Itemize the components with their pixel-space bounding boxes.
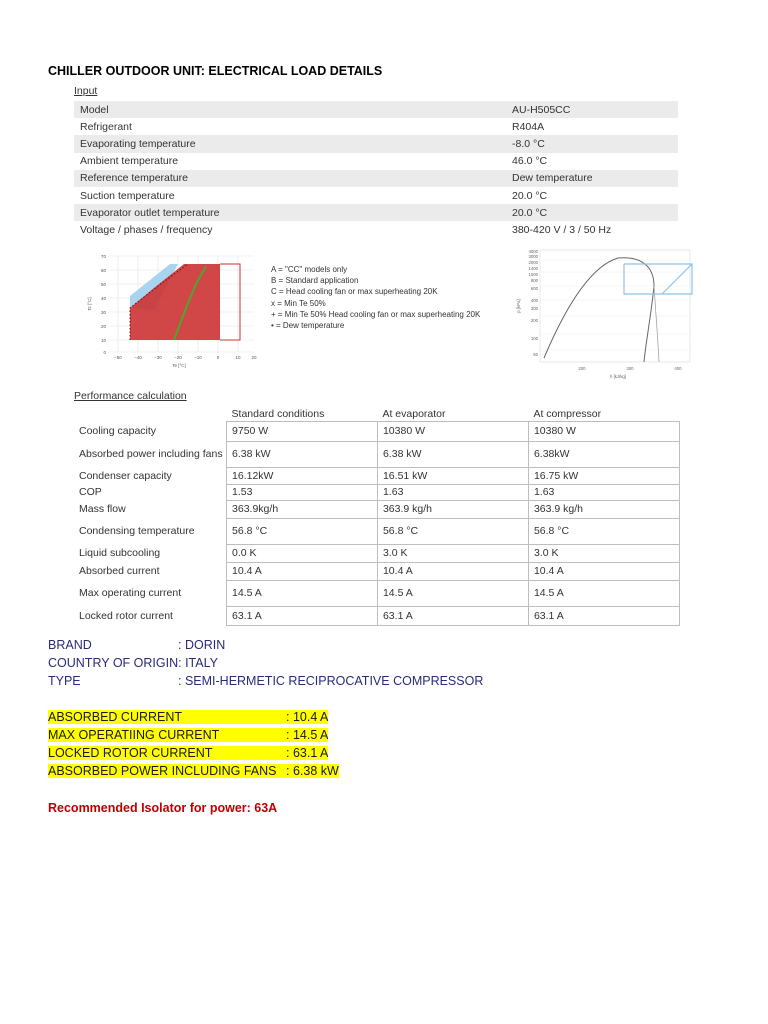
x-tick-label: −10 [194,355,202,360]
column-header: Standard conditions [231,408,325,420]
table-row [74,501,680,519]
input-row [74,135,678,152]
country-line [48,656,218,670]
input-value: 380-420 V / 3 / 50 Hz [512,223,612,236]
compression-line [662,264,692,294]
table-cell: 1.63 [377,485,528,501]
envelope-region-c [220,264,240,340]
table-cell: 63.1 A [528,607,679,626]
y-tick-label: 70 [100,254,106,259]
row-label: Liquid subcooling [79,547,161,560]
x-tick-label: 10 [235,355,241,360]
input-row [74,118,678,135]
table-cell: 6.38 kW [377,442,528,468]
table-cell: 9750 W [227,422,378,442]
operating-envelope-chart [84,248,264,374]
table-cell: 10.4 A [377,563,528,581]
legend-item: C = Head cooling fan or max superheating 20K [271,287,438,297]
table-cell: 56.8 °C [377,519,528,545]
highlight-absorbed-current [48,710,328,724]
y-tick-label: 30 [100,310,106,315]
column-header: At evaporator [382,408,446,420]
input-value: 46.0 °C [512,155,548,168]
brand-key: BRAND [48,638,92,652]
y-tick-label: 800 [530,278,538,283]
performance-heading: Performance calculation [74,390,187,402]
table-cell: 10.4 A [227,563,378,581]
table-cell: 3.0 K [377,545,528,563]
table-row [74,563,680,581]
table-cell: 16.51 kW [377,468,528,485]
input-label: Evaporator outlet temperature [74,204,506,221]
highlight-key: MAX OPERATIING CURRENT [48,728,220,742]
y-tick-label: 0 [103,350,106,355]
legend-item: + = Min Te 50% Head cooling fan or max superheating 20K [271,309,481,319]
table-cell: 10380 W [377,422,528,442]
table-row [74,485,680,501]
x-tick-label: −50 [114,355,122,360]
type-line [48,674,483,688]
y-tick-label: 1000 [528,272,538,277]
highlight-absorbed-power [48,764,339,778]
table-cell: 63.1 A [377,607,528,626]
table-cell: 10.4 A [528,563,679,581]
input-label: Refrigerant [80,120,132,133]
highlight-value: : 10.4 A [286,710,329,724]
table-cell: 14.5 A [528,581,679,607]
input-row [74,187,678,204]
table-cell: 56.8 °C [528,519,679,545]
row-label: COP [79,486,102,499]
row-label: Condensing temperature [79,525,195,538]
x-axis-label: Te [°C] [172,363,186,368]
y-tick-label: 3000 [528,254,538,259]
row-label: Locked rotor current [79,609,173,622]
x-axis-label: h [kJ/kg] [609,374,627,379]
row-label: Cooling capacity [79,425,157,438]
y-tick-label: 300 [530,306,538,311]
x-tick-label: −40 [134,355,142,360]
table-cell: 14.5 A [227,581,378,607]
table-cell: 363.9 kg/h [377,501,528,519]
input-label: Evaporating temperature [74,135,506,152]
table-row [74,442,680,468]
envelope-region-b [130,264,220,340]
performance-header-row [74,407,680,422]
country-value: ITALY [185,656,218,670]
brand-line [48,638,225,652]
table-row [74,607,680,626]
column-header: At compressor [533,408,602,420]
isolator-recommendation: Recommended Isolator for power: 63A [48,801,278,815]
table-cell: 6.38kW [528,442,679,468]
y-tick-label: 10 [100,338,106,343]
row-label: Max operating current [79,587,182,600]
input-row [74,101,678,118]
row-label: Absorbed power including fans [79,448,223,461]
y-tick-label: 20 [100,324,106,329]
input-value: 20.0 °C [512,189,548,202]
input-value: R404A [512,120,545,133]
row-label: Mass flow [79,503,126,516]
y-tick-label: 200 [530,318,538,323]
input-value: Dew temperature [506,170,678,187]
input-heading: Input [74,85,98,97]
y-tick-label: 50 [533,352,538,357]
table-cell: 1.63 [528,485,679,501]
y-tick-label: 4000 [528,249,538,254]
input-label: Voltage / phases / frequency [80,223,213,236]
table-cell: 16.12kW [227,468,378,485]
input-table [74,101,678,239]
legend-item: B = Standard application [271,276,359,286]
table-cell: 56.8 °C [227,519,378,545]
y-tick-label: 600 [530,286,538,291]
table-cell: 10380 W [528,422,679,442]
x-tick-label: 0 [216,355,220,360]
type-key: TYPE [48,674,81,688]
highlight-key: ABSORBED CURRENT [48,710,183,724]
input-label: Model [74,101,506,118]
legend-item: A = "CC" models only [271,265,348,274]
table-row [74,468,680,485]
table-cell: 363.9kg/h [227,501,378,519]
x-tick-label: 300 [626,366,634,371]
legend-item: • = Dew temperature [271,321,345,331]
table-cell: 16.75 kW [528,468,679,485]
highlight-key: ABSORBED POWER INCLUDING FANS [48,764,277,778]
y-tick-label: 40 [100,296,106,301]
input-row [74,204,678,221]
table-row [74,519,680,545]
y-tick-label: 60 [100,268,106,273]
input-value: 20.0 °C [506,204,678,221]
country-key: COUNTRY OF ORIGIN: [48,656,182,670]
brand-value: : DORIN [178,638,226,652]
input-label: Suction temperature [80,189,175,202]
table-cell: 363.9 kg/h [528,501,679,519]
saturation-dome [544,258,654,362]
highlight-value: : 63.1 A [286,746,329,760]
row-label: Condenser capacity [79,469,172,482]
x-tick-label: 20 [251,355,257,360]
y-tick-label: 100 [530,336,538,341]
y-tick-label: 50 [100,282,106,287]
highlight-locked-rotor-current [48,746,328,760]
table-cell: 0.0 K [227,545,378,563]
isotherm-line [654,286,659,362]
table-cell: 14.5 A [377,581,528,607]
x-tick-label: −20 [174,355,182,360]
envelope-legend [271,264,486,331]
x-tick-label: 200 [578,366,586,371]
table-cell: 1.53 [227,485,378,501]
table-row [74,545,680,563]
type-value: : SEMI-HERMETIC RECIPROCATIVE COMPRESSOR [178,674,484,688]
row-label: Absorbed current [79,565,160,578]
document-title: CHILLER OUTDOOR UNIT: ELECTRICAL LOAD DETAILS [48,64,383,78]
x-tick-label: −30 [154,355,162,360]
table-row [74,422,680,442]
input-row [74,170,678,187]
input-value: -8.0 °C [506,135,678,152]
y-tick-label: 400 [530,298,538,303]
pressure-enthalpy-chart [506,246,696,382]
table-cell: 63.1 A [227,607,378,626]
y-axis-label: Tc [°C] [87,297,92,311]
input-label: Reference temperature [74,170,506,187]
y-tick-label: 1400 [528,266,538,271]
x-tick-label: 400 [674,366,682,371]
input-label: Ambient temperature [80,155,179,168]
input-row [74,153,678,170]
table-cell: 3.0 K [528,545,679,563]
y-axis-label: p [kPa] [516,299,521,313]
input-value: AU-H505CC [506,101,678,118]
highlight-key: LOCKED ROTOR CURRENT [48,746,213,760]
highlight-value: : 14.5 A [286,728,329,742]
highlight-value: : 6.38 kW [286,764,339,778]
highlight-max-operating-current [48,728,328,742]
y-tick-label: 2000 [528,260,538,265]
refrigeration-cycle [624,264,692,294]
table-cell: 6.38 kW [227,442,378,468]
input-row [74,221,678,238]
legend-item: x = Min Te 50% [271,298,326,308]
table-row [74,581,680,607]
performance-table [74,407,680,626]
